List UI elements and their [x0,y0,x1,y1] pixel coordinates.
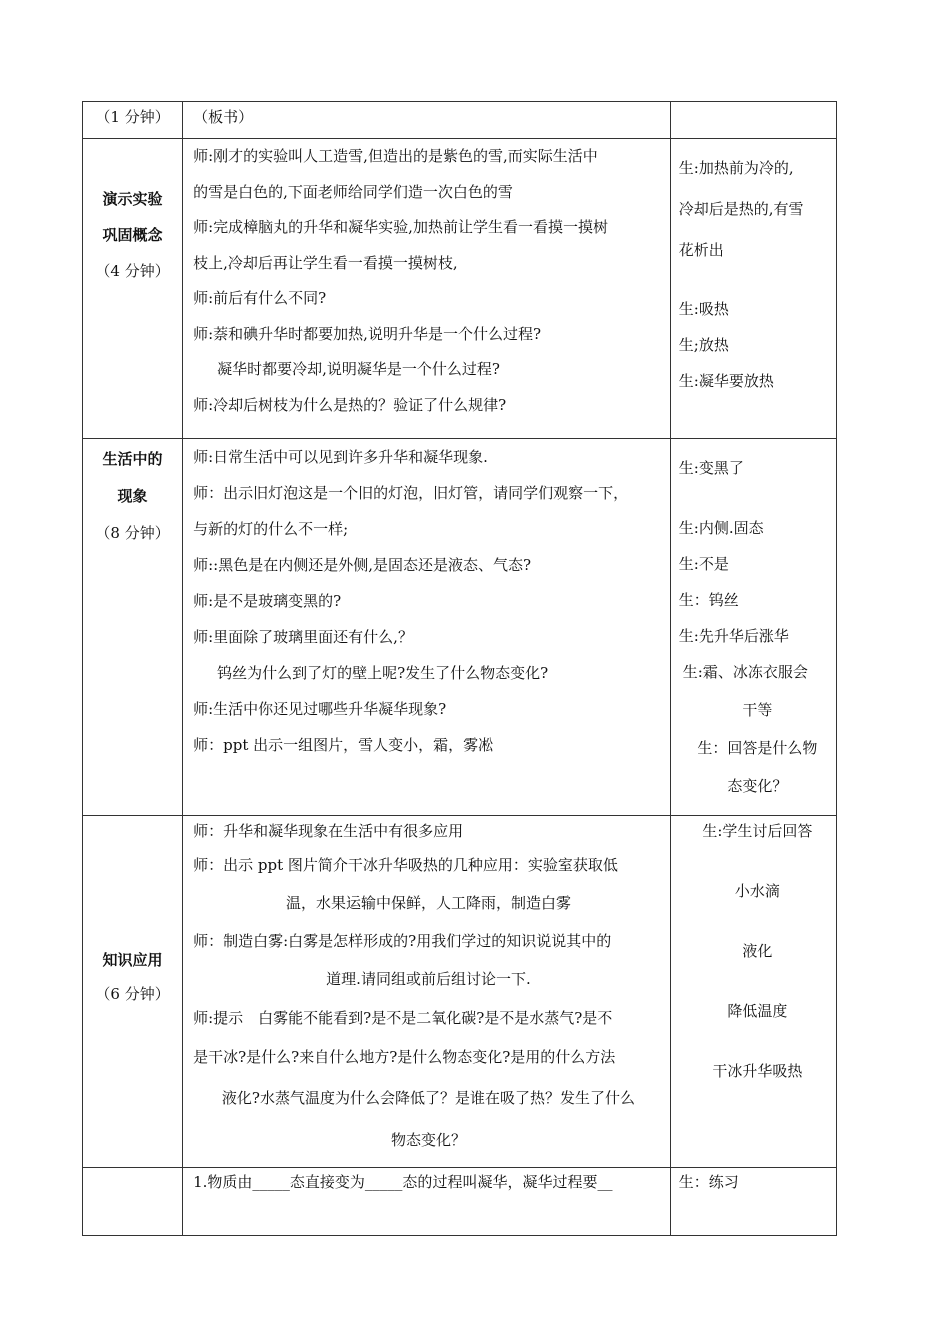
stage-label: 演示实验 [102,190,163,208]
stage-cell [83,816,183,1168]
teacher-line: 钨丝为什么到了灯的壁上呢?发生了什么物态变化? [217,664,549,682]
teacher-line: 温，水果运输中保鲜，人工降雨，制造白雾 [285,894,571,912]
time-label: （1 分钟） [95,108,170,126]
student-line: 生:学生讨后回答 [702,822,813,840]
student-line: 生：练习 [678,1173,739,1191]
student-line: 生;放热 [678,336,729,354]
teacher-line: 师:是不是玻璃变黑的? [193,592,342,610]
teacher-line: 师:前后有什么不同? [193,289,327,307]
teacher-line: 师:萘和碘升华时都要加热,说明升华是一个什么过程? [193,324,541,343]
table-row [83,1168,837,1236]
student-line: 生:霜、冰冻衣服会 [682,663,808,681]
teacher-cell [183,102,671,139]
student-line: 生:不是 [678,555,729,573]
student-line: 生:吸热 [678,300,729,318]
student-line: 生:先升华后涨华 [678,627,789,645]
teacher-line: 的雪是白色的,下面老师给同学们造一次白色的雪 [193,182,513,201]
student-line: 干等 [742,701,773,719]
teacher-line: 1.物质由_____态直接变为_____态的过程叫凝华，凝华过程要__ [193,1173,613,1191]
teacher-line: 师：ppt 出示一组图片，雪人变小，霜，雾凇 [193,736,494,754]
student-line: 生:变黑了 [678,459,744,477]
student-cell [670,102,836,139]
teacher-line: （板书） [193,108,254,126]
student-line: 生:加热前为冷的, [678,159,794,177]
stage-cell [83,102,183,139]
time-label: （4 分钟） [95,262,170,280]
stage-cell [83,1168,183,1236]
teacher-line: 师：升华和凝华现象在生活中有很多应用 [193,822,464,840]
student-line: 小水滴 [734,882,780,900]
stage-label: 现象 [117,487,148,505]
student-line: 液化 [742,942,773,960]
teacher-cell [183,139,671,439]
teacher-line: 师:刚才的实验叫人工造雪,但造出的是紫色的雪,而实际生活中 [193,147,598,165]
teacher-line: 凝华时都要冷却,说明凝华是一个什么过程? [217,360,500,378]
student-line: 降低温度 [727,1002,788,1020]
student-line: 生：钨丝 [678,591,739,609]
teacher-line: 师:日常生活中可以见到许多升华和凝华现象. [193,448,488,466]
stage-label: 生活中的 [102,450,163,468]
teacher-line: 师:完成樟脑丸的升华和凝华实验,加热前让学生看一看摸一摸树 [193,218,608,236]
stage-cell [83,439,183,816]
lesson-plan-table [82,101,837,1236]
student-cell [670,139,836,439]
stage-cell [83,139,183,439]
student-line: 冷却后是热的,有雪 [678,200,804,218]
time-label: （6 分钟） [95,984,170,1003]
stage-label: 知识应用 [102,950,163,969]
teacher-line: 道理.请同组或前后组讨论一下. [326,970,531,988]
teacher-line: 师：出示旧灯泡这是一个旧的灯泡，旧灯管，请同学们观察一下， [193,484,629,502]
teacher-cell [183,1168,671,1236]
teacher-line: 师:生活中你还见过哪些升华凝华现象? [193,700,447,718]
student-line: 生：回答是什么物 [697,739,818,757]
teacher-line: 与新的灯的什么不一样; [193,520,349,538]
student-line: 干冰升华吸热 [712,1062,803,1080]
table-row [83,139,837,439]
table-row [83,439,837,816]
student-line: 态变化？ [727,777,788,795]
teacher-line: 师:提示 白雾能不能看到?是不是二氧化碳?是不是水蒸气?是不 [193,1009,613,1027]
teacher-line: 液化?水蒸气温度为什么会降低了？是谁在吸了热？发生了什么 [221,1089,635,1107]
table-row [83,816,837,1168]
teacher-cell [183,816,671,1168]
student-cell [670,439,836,816]
teacher-line: 是干冰?是什么?来自什么地方?是什么物态变化?是用的什么方法 [193,1048,616,1066]
teacher-line: 师：出示 ppt 图片简介干冰升华吸热的几种应用：实验室获取低 [193,856,618,874]
student-line: 生:凝华要放热 [678,372,774,390]
teacher-line: 物态变化？ [390,1131,466,1149]
table-row [83,102,837,139]
stage-label: 巩固概念 [102,226,163,244]
teacher-line: 师：制造白雾:白雾是怎样形成的?用我们学过的知识说说其中的 [193,932,612,950]
student-line: 花析出 [678,241,724,259]
student-cell [670,1168,836,1236]
teacher-cell [183,439,671,816]
teacher-line: 师:里面除了玻璃里面还有什么,？ [193,628,413,646]
teacher-line: 枝上,冷却后再让学生看一看摸一摸树枝, [193,253,458,272]
teacher-line: 师::黑色是在内侧还是外侧,是固态还是液态、气态? [193,556,532,574]
student-cell [670,816,836,1168]
time-label: （8 分钟） [95,524,170,542]
student-line: 生:内侧.固态 [678,519,764,537]
teacher-line: 师:冷却后树枝为什么是热的？验证了什么规律? [193,395,507,414]
